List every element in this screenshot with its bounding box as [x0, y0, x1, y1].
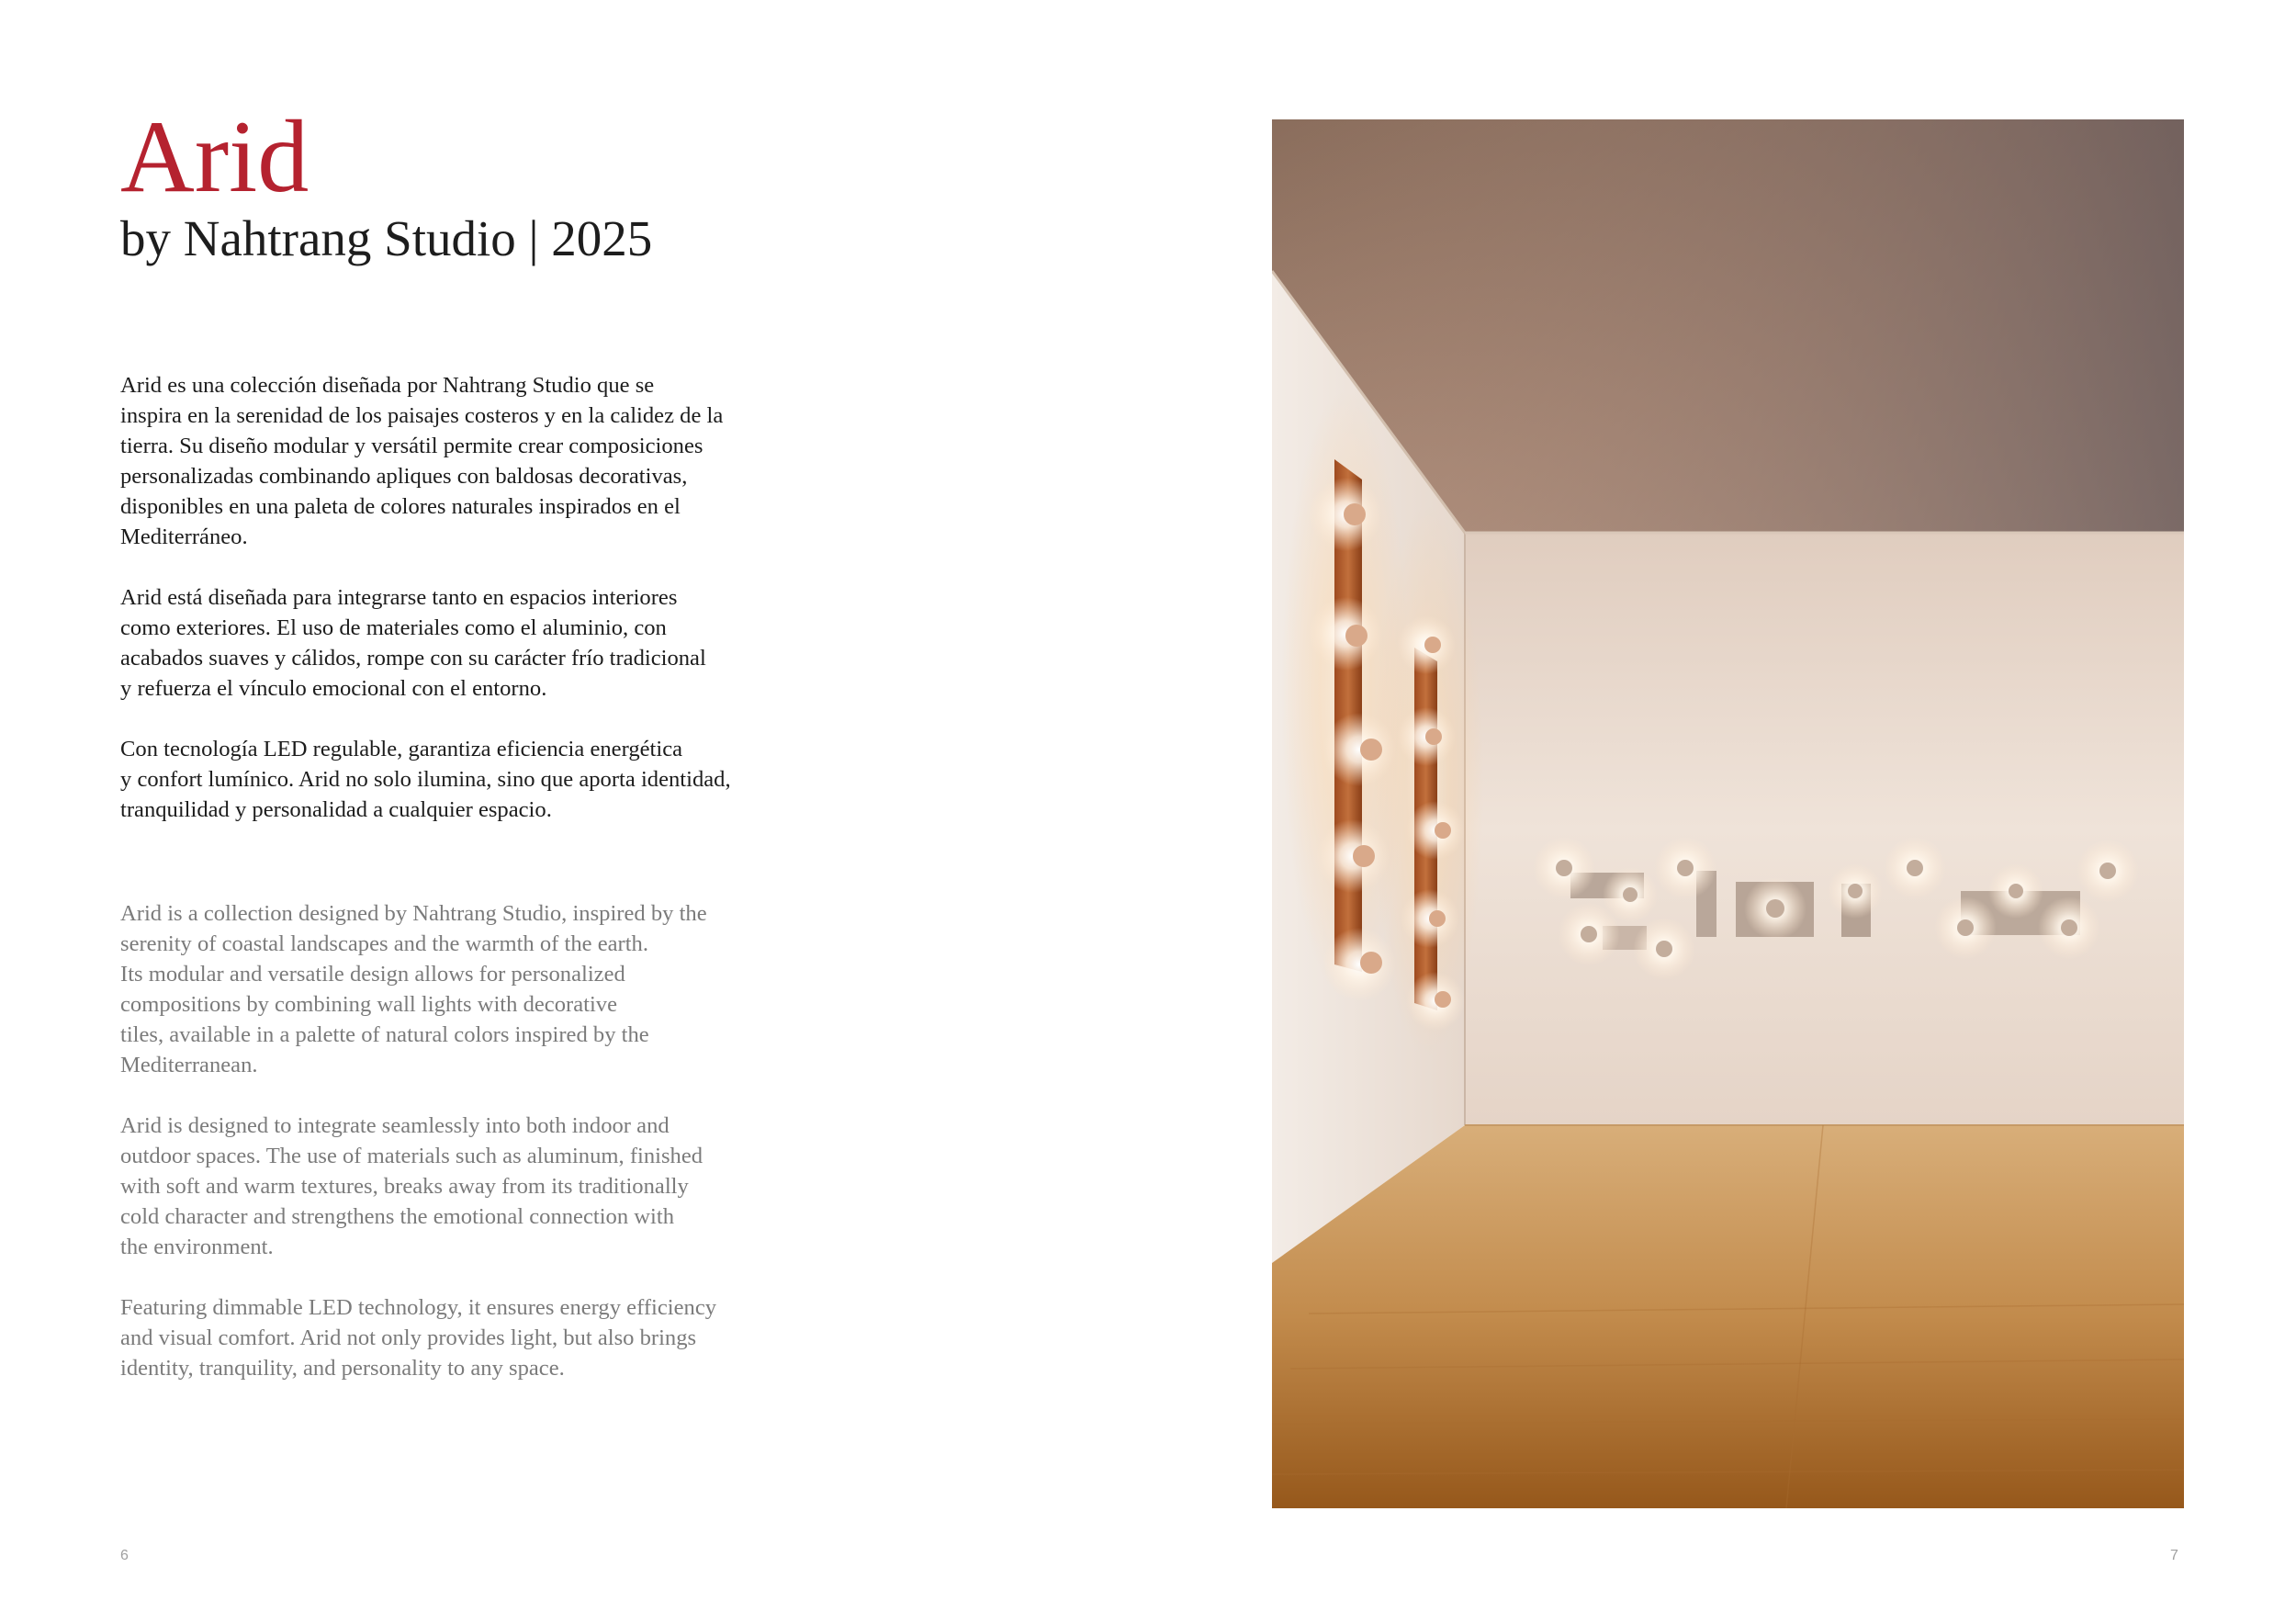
text-line: compositions by combining wall lights with decorative	[120, 992, 617, 1017]
text-line: y refuerza el vínculo emocional con el entorno.	[120, 676, 547, 701]
text-line: y confort lumínico. Arid no solo ilumina, sino que aporta identidad,	[120, 767, 731, 792]
product-photo	[1272, 119, 2184, 1508]
page-number-left: 6	[120, 1548, 129, 1563]
text-line: tierra. Su diseño modular y versátil permite crear composiciones	[120, 434, 703, 458]
english-paragraph	[120, 1292, 800, 1383]
collection-title: Arid	[120, 100, 310, 214]
text-line: tranquilidad y personalidad a cualquier espacio.	[120, 797, 552, 822]
text-line: Arid is a collection designed by Nahtrang Studio, inspired by the	[120, 901, 707, 926]
collection-subtitle: by Nahtrang Studio | 2025	[120, 210, 653, 266]
text-line: outdoor spaces. The use of materials such as aluminum, finished	[120, 1144, 703, 1168]
text-line: Its modular and versatile design allows for personalized	[120, 962, 625, 987]
text-line: Mediterranean.	[120, 1053, 258, 1077]
spanish-paragraph	[120, 582, 800, 704]
english-description	[120, 898, 800, 1414]
text-line: Arid está diseñada para integrarse tanto en espacios interiores	[120, 585, 678, 610]
text-line: with soft and warm textures, breaks away from its traditionally	[120, 1174, 689, 1199]
spanish-paragraph	[120, 370, 800, 552]
text-line: identity, tranquility, and personality to any space.	[120, 1356, 565, 1381]
text-line: Con tecnología LED regulable, garantiza eficiencia energética	[120, 737, 683, 761]
text-line: Featuring dimmable LED technology, it ensures energy efficiency	[120, 1295, 717, 1320]
text-line: tiles, available in a palette of natural colors inspired by the	[120, 1022, 649, 1047]
text-line: como exteriores. El uso de materiales como el aluminio, con	[120, 615, 667, 640]
text-line: and visual comfort. Arid not only provides light, but also brings	[120, 1325, 697, 1350]
text-line: Arid es una colección diseñada por Nahtrang Studio que se	[120, 373, 655, 398]
page-number-right: 7	[2170, 1548, 2178, 1563]
spanish-paragraph	[120, 734, 800, 825]
english-paragraph	[120, 898, 800, 1080]
text-line: cold character and strengthens the emotional connection with	[120, 1204, 675, 1229]
text-line: inspira en la serenidad de los paisajes costeros y en la calidez de la	[120, 403, 724, 428]
text-line: disponibles en una paleta de colores naturales inspirados en el	[120, 494, 681, 519]
text-line: acabados suaves y cálidos, rompe con su carácter frío tradicional	[120, 646, 706, 671]
text-line: Arid is designed to integrate seamlessly into both indoor and	[120, 1113, 670, 1138]
text-line: personalizadas combinando apliques con baldosas decorativas,	[120, 464, 688, 489]
spanish-description	[120, 370, 800, 855]
text-line: serenity of coastal landscapes and the warmth of the earth.	[120, 931, 648, 956]
text-line: Mediterráneo.	[120, 524, 248, 549]
english-paragraph	[120, 1111, 800, 1262]
text-line: the environment.	[120, 1235, 274, 1259]
